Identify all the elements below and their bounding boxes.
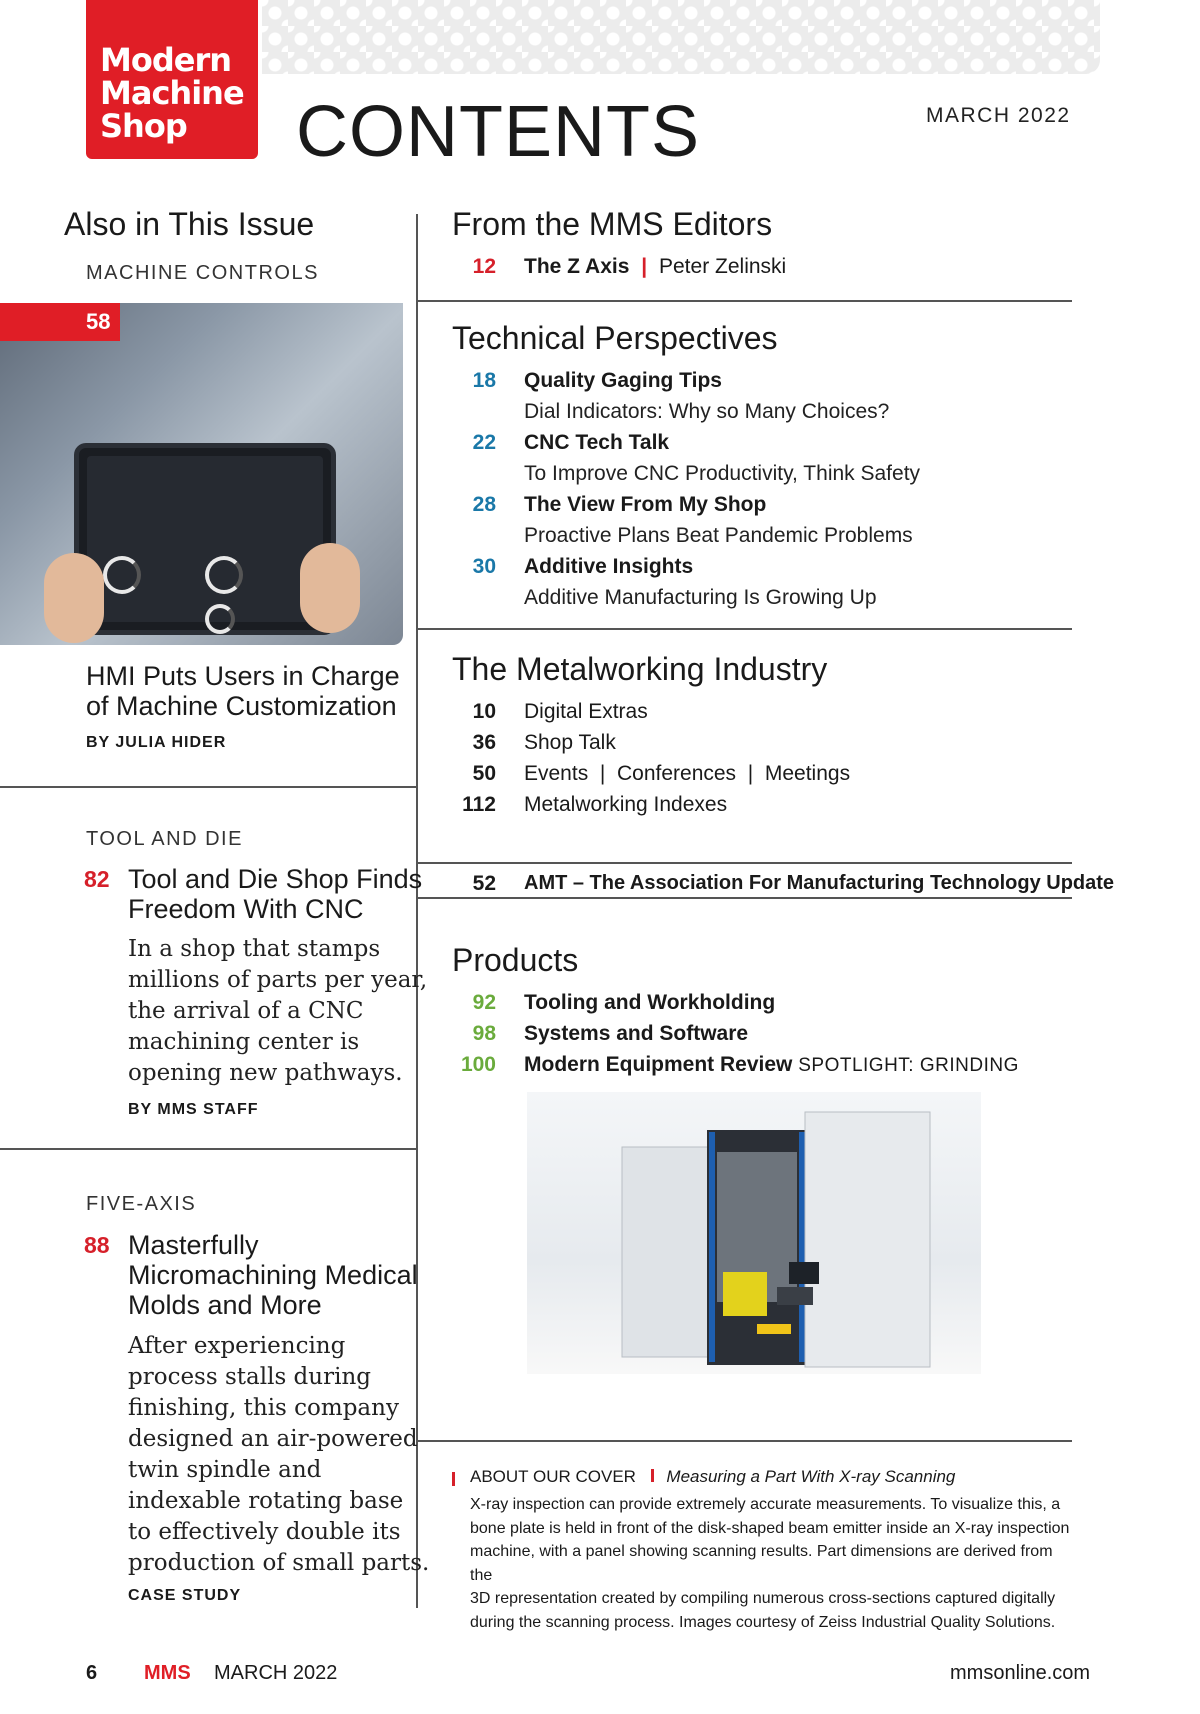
article-page-number: 88 <box>84 1232 110 1258</box>
category-label: TOOL AND DIE <box>86 828 243 850</box>
title-line: of Machine Customization <box>86 691 397 721</box>
section-divider <box>417 862 1072 864</box>
section-divider <box>417 897 1072 899</box>
article-title[interactable] <box>128 1230 418 1320</box>
page-badge: 58 <box>0 303 120 341</box>
section-divider <box>417 300 1072 302</box>
tablet-screen <box>87 456 323 622</box>
title-line: Molds and More <box>128 1290 322 1320</box>
cover-line: bone plate is held in front of the disk-shaped beam emitter inside an X-ray inspection <box>470 1519 1070 1537</box>
item-title: Tooling and Workholding <box>524 991 776 1014</box>
article-title[interactable] <box>86 661 400 721</box>
item-title: Systems and Software <box>524 1022 749 1045</box>
footer-page-number: 6 <box>86 1662 98 1684</box>
dek-line: to effectively double its <box>128 1519 401 1545</box>
cover-line: 3D representation created by compiling numerous cross-sections captured digitally <box>470 1590 1056 1607</box>
page-title: CONTENTS <box>296 92 700 172</box>
machine-illustration <box>527 1092 981 1374</box>
category-label: MACHINE CONTROLS <box>86 262 319 284</box>
dek-line: After experiencing <box>128 1333 346 1359</box>
page-number: 12 <box>472 255 496 278</box>
dek-line: the arrival of a CNC <box>128 998 364 1024</box>
gauge-icon <box>205 604 235 634</box>
page-number: 100 <box>460 1053 496 1076</box>
page-number: 36 <box>472 731 496 754</box>
also-in-issue-heading: Also in This Issue <box>64 206 315 242</box>
cover-title: Measuring a Part With X-ray Scanning <box>666 1467 956 1486</box>
technical-heading: Technical Perspectives <box>452 320 778 356</box>
dek-line: designed an air-powered <box>128 1426 418 1452</box>
section-divider <box>417 1440 1072 1442</box>
cover-line: machine, with a panel showing scanning results. Part dimensions are derived from the <box>470 1543 1053 1584</box>
title-line: Masterfully <box>128 1230 259 1260</box>
hand-image <box>44 553 104 643</box>
page-number: 92 <box>472 991 496 1014</box>
page-number: 98 <box>472 1022 496 1045</box>
dek-line: production of small parts. <box>128 1550 430 1576</box>
cover-line: X-ray inspection can provide extremely accurate measurements. To visualize this, a <box>470 1496 1061 1513</box>
item-title: Quality Gaging Tips <box>524 369 722 392</box>
title-line: Tool and Die Shop Finds <box>128 864 423 894</box>
gauge-icon <box>103 556 141 594</box>
cover-separator <box>651 1469 654 1482</box>
footer-url[interactable]: mmsonline.com <box>950 1662 1091 1684</box>
category-label: FIVE-AXIS <box>86 1193 197 1215</box>
dek-line: indexable rotating base <box>128 1488 404 1514</box>
item-title: Digital Extras <box>524 700 648 723</box>
issue-date: MARCH 2022 <box>926 104 1071 127</box>
page-number: 50 <box>472 762 496 785</box>
title-line: HMI Puts Users in Charge <box>86 661 400 691</box>
industry-heading: The Metalworking Industry <box>452 651 828 687</box>
item-title: Metalworking Indexes <box>524 793 728 816</box>
magazine-logo <box>86 0 258 159</box>
grinding-machine-photo <box>527 1092 981 1374</box>
section-divider <box>417 628 1072 630</box>
dek-line: finishing, this company <box>128 1395 399 1421</box>
byline: CASE STUDY <box>128 1587 242 1604</box>
page-number: 10 <box>472 700 496 723</box>
cover-heading <box>470 1467 955 1487</box>
logo-line: Shop <box>100 107 187 145</box>
item-subtitle: To Improve CNC Productivity, Think Safety <box>524 462 921 485</box>
cover-marker <box>452 1472 455 1486</box>
item-title <box>524 1053 1019 1077</box>
dek-line: twin spindle and <box>128 1457 322 1483</box>
cover-description <box>470 1493 1070 1634</box>
dek-line: machining center is <box>128 1029 360 1055</box>
section-divider <box>0 1148 417 1150</box>
page-number: 112 <box>462 793 496 816</box>
item-title: Additive Insights <box>524 555 694 578</box>
header-pattern <box>262 0 1100 74</box>
tablet-image <box>74 443 336 635</box>
logo-line: Modern <box>100 41 231 79</box>
cover-line: during the scanning process. Images courtesy of Zeiss Industrial Quality Solutions. <box>470 1613 1056 1631</box>
item-title: Events | Conferences | Meetings <box>524 762 851 785</box>
separator: | <box>641 255 648 278</box>
hand-image <box>300 543 360 633</box>
article-dek <box>128 1331 429 1579</box>
cover-label: ABOUT OUR COVER <box>470 1467 636 1486</box>
item-title: AMT – The Association For Manufacturing Technology Update <box>524 872 1115 894</box>
products-heading: Products <box>452 942 579 978</box>
article-dek <box>128 934 427 1089</box>
gauge-icon <box>205 556 243 594</box>
article-title[interactable] <box>128 864 422 924</box>
dek-line: opening new pathways. <box>128 1060 403 1086</box>
title-line: Freedom With CNC <box>128 894 364 924</box>
page-number: 28 <box>472 493 496 516</box>
item-title: Shop Talk <box>524 731 616 754</box>
dek-line: millions of parts per year, <box>128 967 428 993</box>
page-number: 22 <box>472 431 496 454</box>
item-subtitle: Dial Indicators: Why so Many Choices? <box>524 400 890 423</box>
byline: BY JULIA HIDER <box>86 734 227 751</box>
item-title: The View From My Shop <box>524 493 767 516</box>
item-title-text: The Z Axis <box>524 255 630 278</box>
item-title-text: Modern Equipment Review <box>524 1053 793 1076</box>
footer-brand: MMS <box>144 1662 191 1684</box>
footer-date: MARCH 2022 <box>214 1662 338 1684</box>
item-subtitle: Proactive Plans Beat Pandemic Problems <box>524 524 913 547</box>
editors-heading: From the MMS Editors <box>452 206 773 242</box>
dek-line: process stalls during <box>128 1364 371 1390</box>
item-subtitle: Additive Manufacturing Is Growing Up <box>524 586 877 609</box>
page-number: 30 <box>472 555 496 578</box>
hmi-tablet-photo <box>0 303 403 645</box>
title-line: Micromachining Medical <box>128 1260 418 1290</box>
page-number: 18 <box>472 369 496 392</box>
spotlight-label: SPOTLIGHT: GRINDING <box>798 1055 1019 1076</box>
section-divider <box>0 786 417 788</box>
item-title <box>524 255 786 279</box>
item-title: CNC Tech Talk <box>524 431 670 454</box>
page-number: 52 <box>472 872 496 895</box>
article-page-number: 82 <box>84 866 110 892</box>
dek-line: In a shop that stamps <box>128 936 381 962</box>
logo-line: Machine <box>100 74 244 112</box>
byline: BY MMS STAFF <box>128 1101 259 1118</box>
author-name: Peter Zelinski <box>659 255 787 278</box>
